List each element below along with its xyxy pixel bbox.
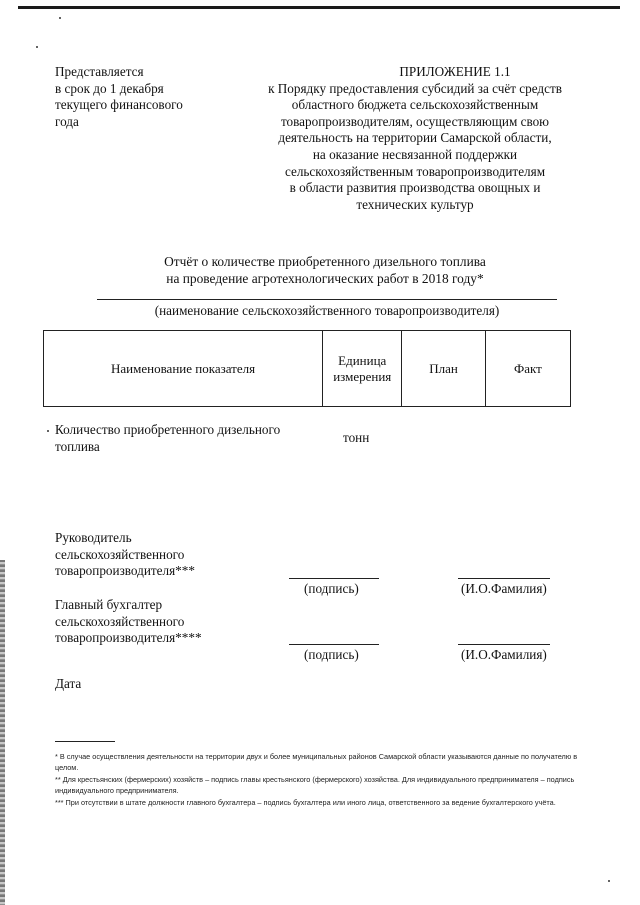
page-top-border	[18, 6, 620, 9]
head-signature-caption: (подпись)	[304, 581, 359, 596]
table-row-fact-value[interactable]	[486, 421, 566, 441]
submission-note-line: Представляется	[55, 64, 144, 79]
scan-speck	[608, 880, 610, 882]
table-row-label: Количество приобретенного дизельного топлива	[55, 422, 281, 454]
report-title-line: на проведение агротехнологических работ в 2018 году*	[166, 270, 484, 286]
appendix-line: деятельность на территории Самарской области,	[278, 130, 552, 146]
head-signature-line[interactable]	[289, 578, 379, 579]
submission-note-line: года	[55, 113, 79, 129]
head-signatory-label: Руководитель сельскохозяйственного товаропроизводителя***	[55, 530, 195, 578]
appendix-line: к Порядку предоставления субсидий за счёт средств	[268, 80, 562, 96]
producer-name-field[interactable]	[97, 299, 557, 300]
table-row-plan-value[interactable]	[400, 421, 480, 441]
appendix-line: в области развития производства овощных и	[289, 180, 541, 196]
accountant-name-caption: (И.О.Фамилия)	[461, 647, 547, 662]
accountant-signature-line[interactable]	[289, 644, 379, 645]
footnote: ** Для крестьянских (фермерских) хозяйств – подпись главы крестьянского (фермерского) хозяйства. Для индивидуального предпринимателя – подпись индивидуального предпринимателя.	[55, 775, 575, 795]
submission-note-line: в срок до 1 декабря	[55, 80, 164, 96]
column-header-unit: Единица измерения	[323, 331, 402, 407]
accountant-signatory-label: Главный бухгалтер сельскохозяйственного товаропроизводителя****	[55, 597, 202, 645]
appendix-line: на оказание несвязанной поддержки	[312, 146, 518, 162]
report-title-line: Отчёт о количестве приобретенного дизельного топлива	[164, 254, 486, 269]
scan-speck	[59, 17, 61, 19]
scan-speck	[47, 430, 49, 432]
appendix-line: сельскохозяйственным товаропроизводителям	[284, 163, 546, 179]
head-name-caption: (И.О.Фамилия)	[461, 581, 547, 596]
head-name-line[interactable]	[458, 578, 550, 579]
scan-edge	[0, 560, 5, 905]
footnotes	[55, 752, 600, 811]
appendix-line: товаропроизводителям, осуществляющим свою	[280, 113, 550, 129]
indicator-table	[43, 330, 571, 407]
appendix-line: технических культур	[356, 196, 474, 212]
accountant-signature-caption: (подпись)	[304, 647, 359, 662]
submission-note-line: текущего финансового	[55, 97, 183, 113]
report-title	[100, 254, 550, 287]
accountant-name-line[interactable]	[458, 644, 550, 645]
appendix-heading: ПРИЛОЖЕНИЕ 1.1	[399, 64, 511, 79]
column-header-fact: Факт	[485, 331, 570, 407]
producer-name-caption: (наименование сельскохозяйственного товаропроизводителя)	[154, 303, 500, 318]
scan-speck	[36, 46, 38, 48]
footnote: *** При отсутствии в штате должности главного бухгалтера – подпись бухгалтера или иного лица, ответственного за ведение бухгалтерского учёта.	[55, 798, 556, 808]
footnote: * В случае осуществления деятельности на территории двух и более муниципальных районов Самарской области указываются данные по получателю в целом.	[55, 752, 578, 772]
appendix-block	[250, 64, 580, 213]
appendix-line: областного бюджета сельскохозяйственным	[291, 97, 539, 113]
submission-note	[55, 64, 183, 130]
column-header-plan: План	[402, 331, 485, 407]
table-row-unit: тонн	[343, 430, 370, 445]
footnote-divider	[55, 741, 115, 742]
date-label: Дата	[55, 676, 82, 691]
column-header-indicator: Наименование показателя	[44, 331, 323, 407]
